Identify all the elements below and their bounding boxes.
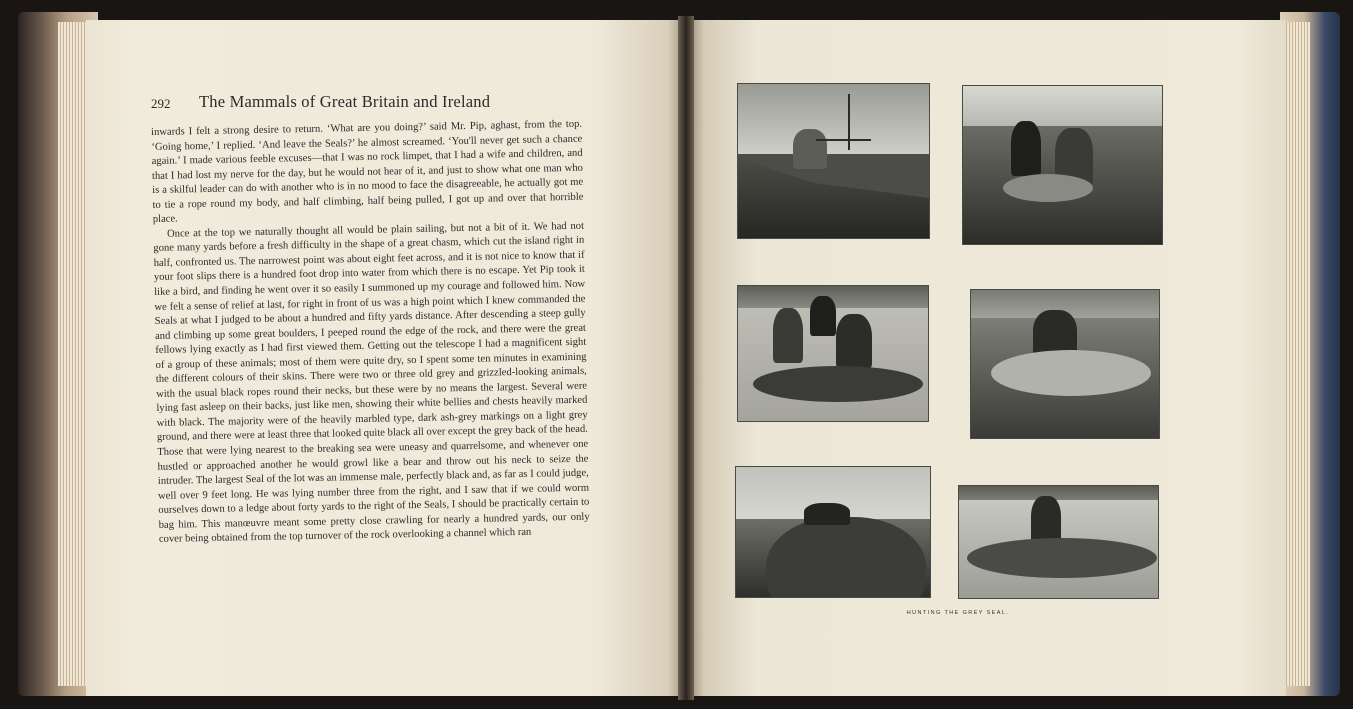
left-page-edges — [58, 22, 88, 686]
plate-photo-5 — [736, 467, 930, 597]
book-gutter — [678, 16, 694, 700]
page-number: 292 — [151, 96, 171, 111]
plate-photo-6 — [959, 486, 1158, 598]
plate-photo-3 — [738, 286, 928, 421]
running-title: The Mammals of Great Britain and Ireland — [199, 92, 491, 111]
plate-photo-2 — [963, 86, 1162, 244]
plate-caption: HUNTING THE GREY SEAL. — [906, 610, 1010, 616]
body-text — [151, 118, 590, 548]
plate-photo-4 — [971, 290, 1159, 438]
right-page-edges — [1284, 22, 1310, 686]
paragraph-1: inwards I felt a strong desire to return. ‘What are you doing?’ said Mr. Pip, aghast, from the top. ‘Going home,’ I replied. ‘And leave the Seals?’ he almost screamed. ‘You'll never get such a chance again.’ I made various feeble excuses—that I was no rock limpet, that I had a wife and children, and that I had lost my nerve for the day, but he would not hear of it, and just to show what one man who is a skilful leader can do with another who is in no mood to face the disagreeable, he actually got me to tie a rope round my body, and half climbing, half being pulled, I got up and over that horrible place. — [151, 118, 584, 226]
paragraph-2: Once at the top we naturally thought all would be plain sailing, but not a bit of it. We had not gone many yards before a fresh difficulty in the shape of a great chasm, which cut the island right in half, confronted us. The narrowest point was about eight feet across, and it is not nice to know that if your foot slips there is a hundred foot drop into water from which there is no escape. Yet Pip took it like a bird, and finding he went over it so easily I summoned up my courage and followed him. Now we felt a sense of relief at last, for right in front of us was a high point which I knew commanded the Seals at what I judged to be about a hundred and fifty yards distance. After descending a steep gully and climbing up some great boulders, I peeped round the edge of the rock, and there were the great fellows lying exactly as I had first viewed them. Getting out the telescope I had a magnificent sight of a group of these animals; most of them were quite dry, so I spent some ten minutes in examining the different colours of their skins. There were two or three old grey and grizzled-looking animals, with the usual black ropes round their necks, but these were by no means the largest. Several were lying fast asleep on their backs, just like men, showing their white bellies and chests heavily marked with black. The majority were of the heavily marbled type, dark ash-grey markings on a light grey ground, and there were at least three that looked quite black all over except the grey back of the head. Those that were lying nearest to the breaking sea were uneasy and quarrelsome, and whenever one hustled or approached another he would growl like a bear and throw out his neck to seize the intruder. The largest Seal of the lot was an immense male, perfectly black and, as far as I could judge, well over 9 feet long. He was lying number three from the right, and I saw that if we could worm ourselves down to a ledge about forty yards to the right of the Seals, I should be practically certain to bag him. This manœuvre meant some pretty close crawling for nearly a hundred yards, our only cover being obtained from the top turnover of the rock overlooking a channel which ran — [153, 220, 590, 546]
plate-photo-1 — [738, 84, 929, 238]
